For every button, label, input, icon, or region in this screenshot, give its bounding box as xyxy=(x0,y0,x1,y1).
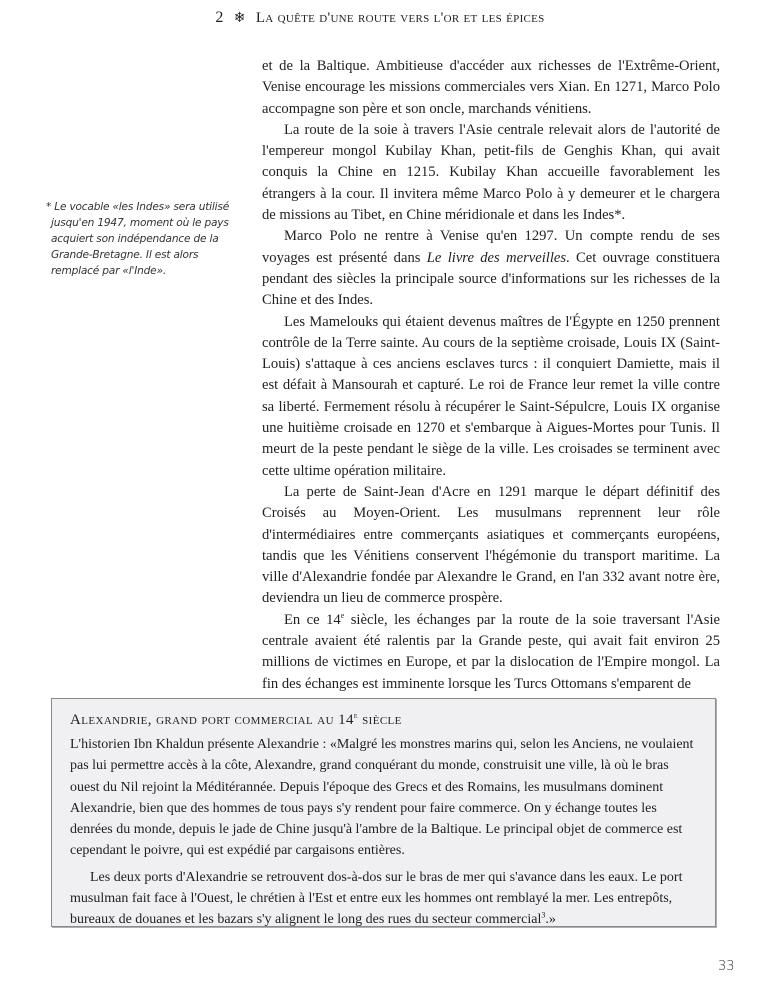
text-run: siècle, les échanges par la route de la soie traversant l'Asie centrale avaient été ralentis par la Grande peste, qui avait fait environ 25 millions de victimes en Europe, et par la dislocation de l'Empire mongol. La fin des échanges est imminente lorsque les Turcs Ottomans s'emparent de xyxy=(262,611,720,692)
chapter-number: 2 xyxy=(215,9,224,26)
text-run: Les deux ports d'Alexandrie se retrouvent dos-à-dos sur le bras de mer qui s'avance dans les eaux. Le port musulman fait face à l'Ouest, le chrétien à l'Est et entre eux les hommes ont remblayé la mer. Les entrepôts, bureaux de douanes et les bazars s'y alignent le long des rues du secteur commercial xyxy=(70,869,683,928)
text-run: . Cet ouvrage constituera pendant des siècles la principale source d'informations sur les richesses de la Chine et des Indes. xyxy=(262,249,721,309)
box-paragraph xyxy=(70,867,699,931)
paragraph: et de la Baltique. Ambitieuse d'accéder aux richesses de l'Extrême-Orient, Venise encourage les missions commerciales vers Xian. En 1271, Marco Polo accompagne son père et son oncle, marchands vénitiens. xyxy=(262,58,720,117)
text-run: En ce 14 xyxy=(284,611,341,628)
paragraph xyxy=(262,610,720,695)
book-title: Le livre des merveilles xyxy=(426,249,567,266)
paragraph: Les Mamelouks qui étaient devenus maîtres de l'Égypte en 1250 prennent contrôle de la Terre sainte. Au cours de la septième croisade, Louis IX (Saint-Louis) s'attaque à ces anciens esclaves turcs : il conquiert Damiette, mais il est défait à Mansourah et capturé. Le roi de France leur remet la ville contre sa liberté. Fermement résolu à récupérer le Saint-Sépulcre, Louis IX organise une huitième croisade en 1270 et s'embarque à Aigues-Mortes pour Tunis. Il meurt de la peste pendant le siège de la ville. Les croisades se terminent avec cette ultime opération militaire. xyxy=(262,313,720,479)
text-run: Marco Polo ne rentre à Venise qu'en 1297. Un compte rendu de ses voyages est présenté dans xyxy=(262,228,720,266)
box-body xyxy=(70,734,699,931)
page-number: 33 xyxy=(718,959,735,974)
text-run: siècle xyxy=(357,712,402,728)
text-run: Alexandrie, grand port commercial au 14 xyxy=(70,712,354,728)
footnote-text: * Le vocable «les Indes» sera utilisé jusqu'en 1947, moment où le pays acquiert son indépendance de la Grande-Bretagne. Il est alors remplacé par «l'Inde». xyxy=(46,201,230,277)
box-title xyxy=(70,712,699,729)
text-run: .» xyxy=(545,912,556,928)
chapter-title: La quête d'une route vers l'or et les épices xyxy=(255,10,545,26)
paragraph: La route de la soie à travers l'Asie centrale relevait alors de l'autorité de l'empereur mongol Kubilay Khan, petit-fils de Genghis Khan, qui avait conquis la Chine en 1215. Kubilay Khan accueille favorablement les étrangers à la cour. Il invitera même Marco Polo à y demeurer et le chargera de missions au Tibet, en Chine méridionale et dans les Indes*. xyxy=(262,121,720,224)
box-paragraph: L'historien Ibn Khaldun présente Alexandrie : «Malgré les monstres marins qui, selon les Anciens, ne voulaient pas lui permettre accès à la côte, Alexandre, grand conquérant du monde, construisit une ville, là où le bras ouest du Nil rejoint la Méditérannée. Depuis l'époque des Grecs et des Romains, les musulmans dominent Alexandrie, bien que des hommes de tous pays s'y rendent pour faire commerce. On y échange toutes les denrées du monde, depuis le jade de Chine jusqu'à l'ambre de la Baltique. Le principal objet de commerce est cependant le poivre, qui est expédié par cargaisons entières. xyxy=(70,737,694,859)
running-head xyxy=(0,9,760,27)
paragraph xyxy=(262,226,720,311)
superscript: e xyxy=(353,711,358,720)
paragraph: La perte de Saint-Jean d'Acre en 1291 marque le départ définitif des Croisés au Moyen-Orient. Les musulmans reprennent leur rôle d'intermédiaires entre commerçants asiatiques et commerçants européens, tandis que les Vénitiens conservent l'hégémonie du transport maritime. La ville d'Alexandrie fondée par Alexandre le Grand, en l'an 332 avant notre ère, deviendra un lieu de commerce prospère. xyxy=(262,483,720,607)
superscript: e xyxy=(340,610,345,620)
sidebar-box xyxy=(51,698,716,927)
snowflake-ornament-icon: ❄ xyxy=(233,11,246,26)
footnote-ref: 3 xyxy=(541,910,546,920)
main-text xyxy=(262,56,720,695)
sidenote xyxy=(46,199,234,279)
